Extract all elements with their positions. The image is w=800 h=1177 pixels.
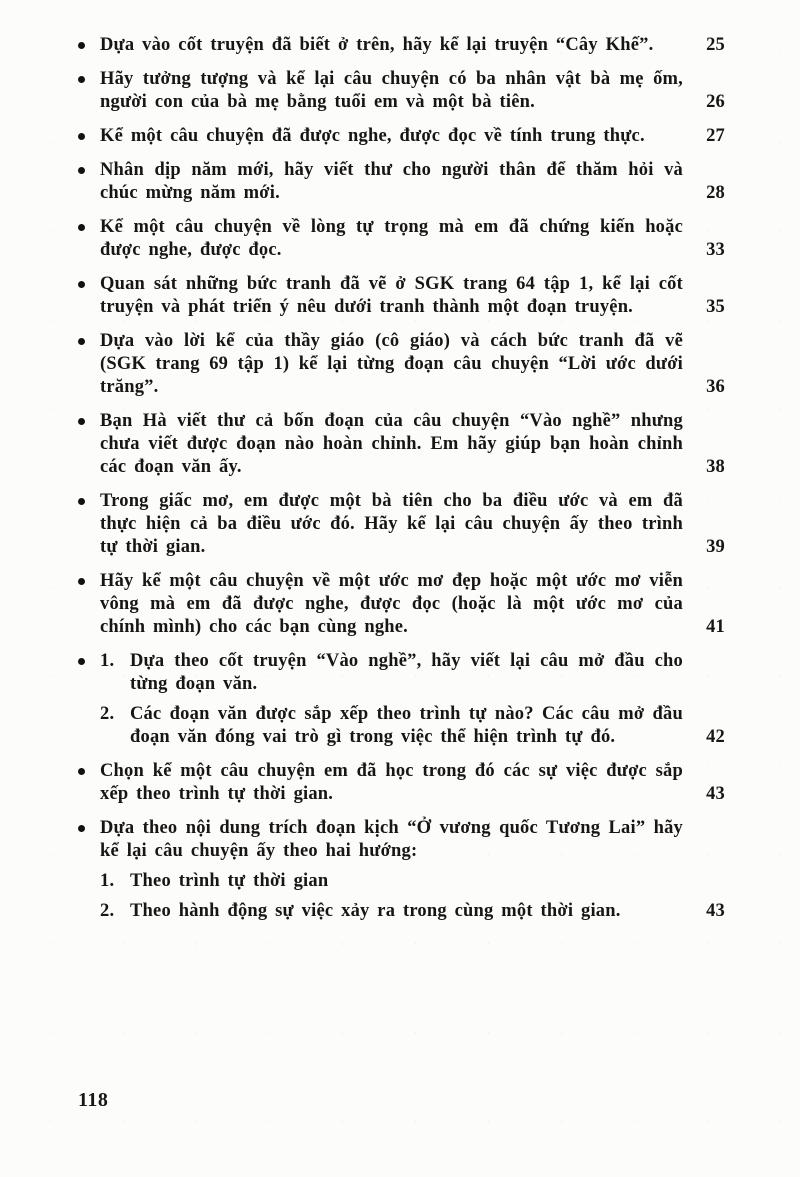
toc-entry	[78, 125, 725, 148]
item-text: Dựa theo nội dung trích đoạn kịch “Ở vương quốc Tương Lai” hãy kể lại câu chuyện ấy theo hai hướng:	[100, 818, 683, 861]
entry-body	[100, 760, 725, 806]
toc-entry	[78, 900, 725, 923]
page-ref: 43	[706, 784, 725, 804]
toc-entry	[78, 490, 725, 559]
entry-body	[100, 410, 725, 479]
bullet-icon	[78, 34, 100, 49]
toc-entry	[78, 703, 725, 749]
bullet-icon	[78, 490, 100, 505]
bullet-dot-icon	[78, 76, 85, 83]
bullet-dot-icon	[78, 281, 85, 288]
bullet-icon	[78, 410, 100, 425]
entry-body	[100, 273, 725, 319]
page-ref: 27	[706, 126, 725, 146]
entry-body	[100, 900, 725, 923]
item-text: Bạn Hà viết thư cả bốn đoạn của câu chuyện “Vào nghề” nhưng chưa viết được đoạn nào hoàn chỉnh. Em hãy giúp bạn hoàn chỉnh các đoạn văn ấy.	[100, 411, 683, 477]
toc-entry	[78, 817, 725, 863]
bullet-dot-icon	[78, 133, 85, 140]
item-text: Trong giấc mơ, em được một bà tiên cho ba điều ước và em đã thực hiện cả ba điều ước đó. Hãy kể lại câu chuyện ấy theo trình tự thời gian.	[100, 491, 683, 557]
item-text: Hãy kể một câu chuyện về một ước mơ đẹp hoặc một ước mơ viễn vông mà em đã được nghe, được đọc (hoặc là một ước mơ của chính mình) cho các bạn cùng nghe.	[100, 571, 683, 637]
bullet-dot-icon	[78, 418, 85, 425]
toc-list	[78, 34, 725, 923]
page-ref: 25	[706, 35, 725, 55]
page-ref: 39	[706, 537, 725, 557]
bullet-dot-icon	[78, 578, 85, 585]
entry-body	[100, 490, 725, 559]
bullet-icon	[78, 125, 100, 140]
toc-entry	[78, 159, 725, 205]
entry-body	[100, 159, 725, 205]
bullet-icon	[78, 817, 100, 832]
item-text: Kể một câu chuyện về lòng tự trọng mà em đã chứng kiến hoặc được nghe, được đọc.	[100, 217, 683, 260]
bullet-icon	[78, 760, 100, 775]
entry-body	[100, 34, 725, 57]
item-text: Chọn kể một câu chuyện em đã học trong đó các sự việc được sắp xếp theo trình tự thời gian.	[100, 761, 683, 804]
toc-entry	[78, 870, 725, 893]
bullet-dot-icon	[78, 768, 85, 775]
entry-body	[100, 650, 725, 696]
toc-entry	[78, 330, 725, 399]
toc-entry	[78, 570, 725, 639]
page-ref: 43	[706, 901, 725, 921]
bullet-icon	[78, 159, 100, 174]
bullet-icon	[78, 68, 100, 83]
bullet-dot-icon	[78, 498, 85, 505]
bullet-dot-icon	[78, 658, 85, 665]
page-ref: 33	[706, 240, 725, 260]
page-ref: 28	[706, 183, 725, 203]
bullet-dot-icon	[78, 338, 85, 345]
item-text: Kể một câu chuyện đã được nghe, được đọc về tính trung thực.	[100, 126, 645, 146]
entry-body	[100, 125, 725, 148]
page-ref: 35	[706, 297, 725, 317]
bullet-icon	[78, 216, 100, 231]
bullet-dot-icon	[78, 167, 85, 174]
item-text: Theo trình tự thời gian	[130, 871, 329, 891]
bullet-dot-icon	[78, 224, 85, 231]
toc-entry	[78, 34, 725, 57]
item-number: 1.	[100, 651, 115, 671]
item-text: Dựa vào cốt truyện đã biết ở trên, hãy kể lại truyện “Cây Khế”.	[100, 35, 654, 55]
page-ref: 36	[706, 377, 725, 397]
bullet-dot-icon	[78, 825, 85, 832]
entry-body	[100, 216, 725, 262]
bullet-icon	[78, 650, 100, 665]
entry-body	[100, 570, 725, 639]
toc-entry	[78, 68, 725, 114]
bullet-icon	[78, 273, 100, 288]
item-text: Nhân dịp năm mới, hãy viết thư cho người thân để thăm hỏi và chúc mừng năm mới.	[100, 160, 683, 203]
bullet-icon	[78, 570, 100, 585]
bullet-dot-icon	[78, 42, 85, 49]
toc-entry	[78, 410, 725, 479]
toc-entry	[78, 650, 725, 696]
item-number: 1.	[100, 871, 115, 891]
page-ref: 26	[706, 92, 725, 112]
item-text: Dựa vào lời kể của thầy giáo (cô giáo) và cách bức tranh đã vẽ (SGK trang 69 tập 1) kể lại từng đoạn câu chuyện “Lời ước dưới trăng”.	[100, 331, 683, 397]
bullet-icon	[78, 330, 100, 345]
page-number: 118	[78, 1089, 109, 1111]
entry-body	[100, 330, 725, 399]
item-number: 2.	[100, 901, 115, 921]
item-text: Quan sát những bức tranh đã vẽ ở SGK trang 64 tập 1, kể lại cốt truyện và phát triển ý nêu dưới tranh thành một đoạn truyện.	[100, 274, 683, 317]
entry-body	[100, 817, 725, 863]
item-text: Theo hành động sự việc xảy ra trong cùng một thời gian.	[130, 901, 621, 921]
page-ref: 38	[706, 457, 725, 477]
entry-body	[100, 68, 725, 114]
item-text: Dựa theo cốt truyện “Vào nghề”, hãy viết lại câu mở đầu cho từng đoạn văn.	[130, 651, 683, 694]
item-text: Các đoạn văn được sắp xếp theo trình tự nào? Các câu mở đầu đoạn văn đóng vai trò gì trong việc thể hiện trình tự đó.	[130, 704, 683, 747]
item-text: Hãy tưởng tượng và kể lại câu chuyện có ba nhân vật bà mẹ ốm, người con của bà mẹ bằng tuổi em và một bà tiên.	[100, 69, 683, 112]
entry-body	[100, 703, 725, 749]
page-ref: 42	[706, 727, 725, 747]
item-number: 2.	[100, 704, 115, 724]
toc-entry	[78, 273, 725, 319]
toc-entry	[78, 760, 725, 806]
page-ref: 41	[706, 617, 725, 637]
entry-body	[100, 870, 725, 893]
toc-entry	[78, 216, 725, 262]
